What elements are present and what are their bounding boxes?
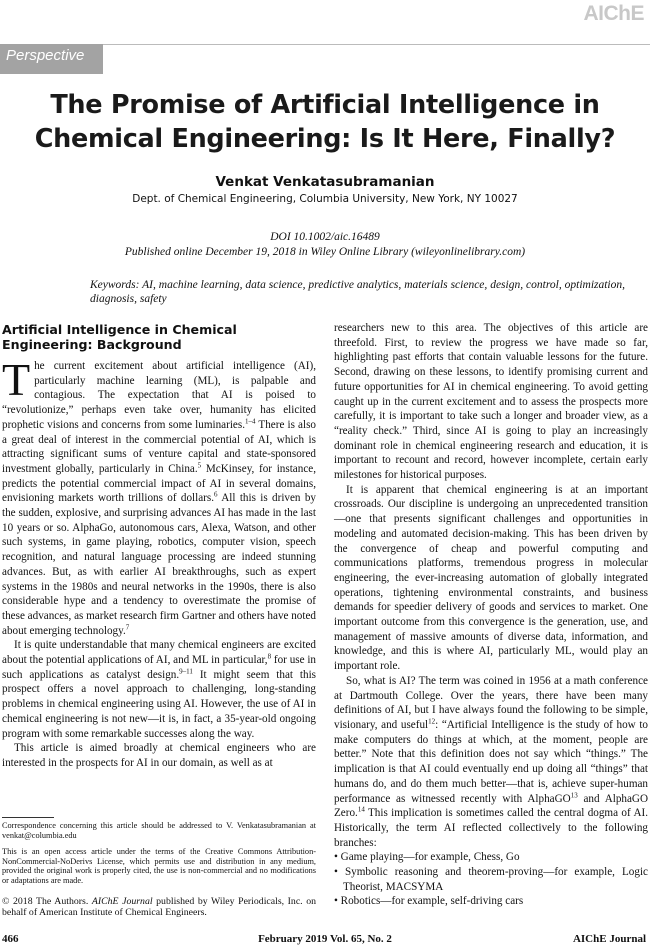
title-line-2: Chemical Engineering: Is It Here, Finally? [34,124,616,154]
citation: 8 [267,652,272,661]
section-heading: Artificial Intelligence in Chemical Engineering: Background [2,322,237,352]
journal-logo: AIChE [583,2,644,25]
paragraph-intro: The current excitement about artificial intelligence (AI), particularly machine learning (ML), is palpable and contagious. The expectation that AI is poised to “revolutionize,” perhaps even take over, humanity has elicited prophetic visions and concerns from some luminaries.$^{1-4}$ There is also a great deal of interest in the commercial potential of AI, which is attracting significant sums of venture capital and state-sponsored investment globally, particularly in China.$^5$ McKinsey, for instance, predicts the potential commercial impact of AI in several domains, envisioning markets worth trillions of dollars.$^6$ All this is driven by the sudden, explosive, and surprising advances AI has made in the last 10 years or so. AlphaGo, autonomous cars, Alexa, Watson, and other such systems, in game playing, robotics, computer vision, speech recognition, and natural language processing are indeed stunning advances. But, as with earlier AI breakthroughs, such as expert systems in the 1980s and neural networks in the 1990s, there is also considerable hype and a tendency to overestimate the promise of these advances, as market research firm Gartner and others have noted about emerging technology.$^7$ [2,354,316,637]
correspondence-note: Correspondence concerning this article should be addressed to V. Venkatasubramanian at venkat@columbia.edu [2,821,316,840]
citation: 7 [125,622,130,631]
publication-info: Published online December 19, 2018 in Wiley Online Library (wileyonlinelibrary.com) [124,246,526,258]
title-line-1: The Promise of Artificial Intelligence in [50,90,600,120]
page-number: 466 [2,933,19,945]
journal-name: AIChE Journal [572,933,646,945]
list-item: • Symbolic reasoning and theorem-proving—for example, Logic Theorist, MACSYMA [334,866,648,893]
keywords: Keywords: AI, machine learning, data science, predictive analytics, materials science, design, control, optimization, diagnosis, safety [90,279,625,305]
citation: 1–4 [245,417,256,426]
ai-branches-list [334,850,648,909]
citation: 9–11 [179,667,193,676]
citation: 13 [570,790,578,799]
article-title [20,88,630,156]
left-column [2,322,316,771]
doi: DOI 10.1002/aic.16489 [270,231,380,243]
citation: 12 [428,717,436,726]
section-label: Perspective [0,44,103,74]
paragraph-audience: This article is aimed broadly at chemical engineers who are interested in the prospects for AI in our domain, as well as at [2,742,316,769]
footnote-rule [2,817,54,818]
list-item: • Game playing—for example, Chess, Go [334,851,520,864]
citation: 14 [357,805,365,814]
paragraph-what-is-ai: So, what is AI? The term was coined in 1956 at a math conference at Dartmouth College. Over the years, there have been many definitions of AI, but I have always found the following to be simple, visionary, and useful$^{12}$: “Artificial Intelligence is the study of how to make computers do things at which, at the moment, people are better.” Note that this definition does not say which “things.” The implication is that AI could eventually end up doing all “things” that humans do, and do them much better—that is, achieve super-human performance as witnessed recently with AlphaGO$^{13}$ and AlphaGO Zero.$^{14}$ This implication is sometimes called the central dogma of AI. Historically, the term AI reflected collectively to the following branches: [334,674,649,849]
list-item: • Robotics—for example, self-driving cars [334,895,524,908]
right-column [334,321,648,909]
drop-cap: T [2,354,31,405]
paragraph-objectives: researchers new to this area. The objectives of this article are threefold. First, to review the progress we have made so far, highlighting past efforts that contain valuable lessons for the future. Second, drawing on these lessons, to identify promising current and future opportunities for AI in chemical engineering. To avoid getting caught up in the current excitement and to assess the prospects more carefully, it is important to take such a longer and broader view, as a “reality check.” Third, since AI is going to play an increasingly dominant role in chemical engineering research and education, it is important to recount and record, however incomplete, certain early milestones for historical purposes. [334,322,648,482]
paragraph-excitement: It is quite understandable that many chemical engineers are excited about the potential applications of AI, and ML in particular,$^8$ for use in such applications as catalyst design.$^{9-11}$ It might seem that this prospect offers a novel approach to challenging, long-standing problems in chemical engineering using AI. However, the use of AI in chemical engineering is not new—it is, in fact, a 35-year-old ongoing program with some remarkable successes along the way. [2,639,317,740]
author-affiliation: Dept. of Chemical Engineering, Columbia University, New York, NY 10027 [132,193,518,205]
issue-info: February 2019 Vol. 65, No. 2 [258,933,392,945]
citation: 5 [197,461,202,470]
author-name: Venkat Venkatasubramanian [215,174,435,190]
paragraph-crossroads: It is apparent that chemical engineering is at an important crossroads. Our discipline is undergoing an unprecedented transition—one that presents significant challenges and opportunities in modeling and automated decision-making. This has been driven by the convergence of cheap and powerful computing and communications platforms, tremendous progress in molecular engineering, the ever-increasing automation of globally integrated operations, tightening environmental constraints, and business demands for speedier delivery of goods and services to market. One important outcome from this convergence is the generation, use, and management of massive amounts of diverse data, information, and knowledge, and this is where AI, particularly ML, would play an important role. [334,483,648,673]
citation: 6 [214,490,218,499]
copyright-note: © 2018 The Authors. AIChE Journal published by Wiley Periodicals, Inc. on behalf of American Institute of Chemical Engineers. [2,896,316,918]
license-note: This is an open access article under the terms of the Creative Commons Attribution-NonCommercial-NoDerivs License, which permits use and distribution in any medium, provided the original work is properly cited, the use is non-commercial and no modifications or adaptations are made. [2,847,316,886]
